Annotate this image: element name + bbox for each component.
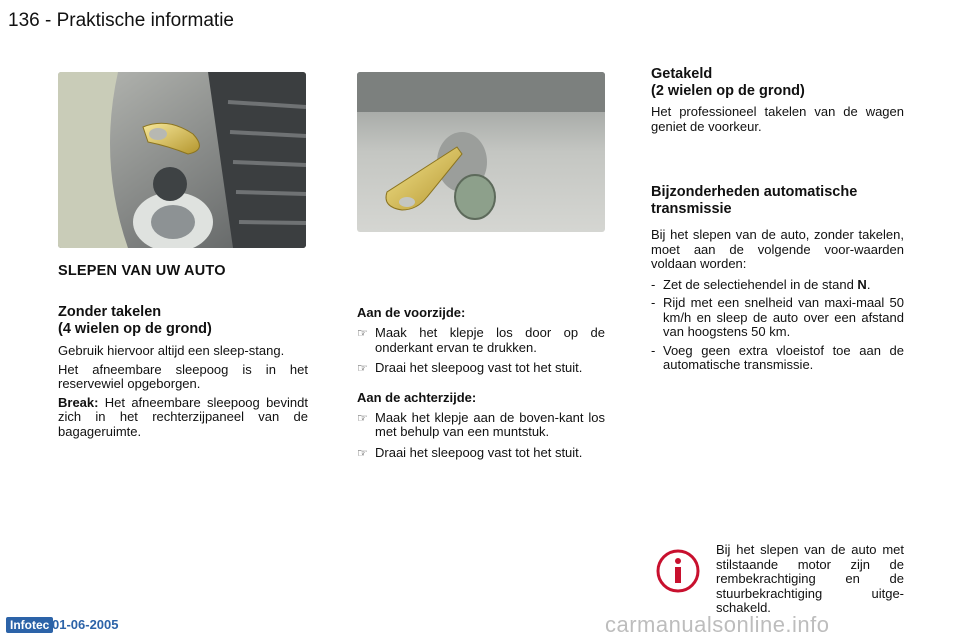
transmission-conditions [651, 278, 904, 373]
infotec-badge: Infotec [6, 617, 53, 633]
list-item: - Zet de selectiehendel in de stand N. [651, 276, 871, 292]
list-item: ☞ Maak het klepje aan de boven-kant los met behulp van een muntstuk. [357, 409, 605, 439]
paragraph-professional-towing: Het professioneel takelen van de wagen geniet de voorkeur. [651, 104, 904, 134]
hand-pointer-icon: ☞ [357, 361, 368, 375]
dash-bullet: - [651, 295, 656, 310]
dash-bullet: - [651, 342, 656, 358]
column-without-towing [58, 304, 308, 443]
rear-tow-eye-photo [357, 72, 605, 232]
front-tow-eye-photo [58, 72, 306, 248]
paragraph-break: Break: Het afneembare sleepoog bevindt zich in het rechterzijpaneel van de bagageruimte. [58, 394, 308, 439]
watermark: carmanualsonline.info [605, 612, 830, 637]
heading-towed: Getakeld (2 wielen op de grond) [651, 66, 805, 99]
note-text: Bij het slepen van de auto met stilstaande motor zijn de rembekrachtiging en de stuurbekrachtiging uitge-schakeld. [716, 542, 904, 615]
paragraph-conditions: Bij het slepen van de auto, zonder takelen, moet aan de volgende voor-waarden voldaan worden: [651, 227, 904, 271]
hand-pointer-icon: ☞ [357, 445, 368, 460]
heading-without-towing: Zonder takelen (4 wielen op de grond) [58, 304, 212, 337]
column-towed [651, 66, 904, 377]
front-instructions [357, 326, 605, 376]
hand-pointer-icon: ☞ [357, 326, 368, 340]
column-front-rear [357, 305, 605, 470]
section-title: SLEPEN VAN UW AUTO [58, 263, 226, 279]
dash-bullet: - [651, 276, 656, 292]
list-item: ☞ Draai het sleepoog vast tot het stuit. [357, 444, 583, 460]
rear-label: Aan de achterzijde: [357, 389, 477, 405]
hand-pointer-icon: ☞ [357, 410, 368, 425]
page-title: 136 - Praktische informatie [8, 10, 234, 31]
paragraph-tow-eye-location: Het afneembare sleepoog is in het reservewiel opgeborgen. [58, 361, 308, 391]
list-item: ☞ Maak het klepje los door op de onderkant ervan te drukken. [357, 325, 605, 355]
info-icon [655, 548, 701, 599]
footer-date: 01-06-2005 [52, 617, 119, 632]
paragraph-use-tow-bar: Gebruik hiervoor altijd een sleep-stang. [58, 343, 285, 358]
heading-automatic-transmission: Bijzonderheden automatische transmissie [651, 184, 858, 217]
list-item: ☞ Draai het sleepoog vast tot het stuit. [357, 360, 583, 375]
list-item: - Rijd met een snelheid van maxi-maal 50 km/h en sleep de auto over een afstand van hoogstens 50 km. [651, 295, 904, 339]
front-label: Aan de voorzijde: [357, 305, 466, 320]
rear-instructions [357, 411, 605, 461]
list-item: - Voeg geen extra vloeistof toe aan de automatische transmissie. [651, 342, 904, 372]
